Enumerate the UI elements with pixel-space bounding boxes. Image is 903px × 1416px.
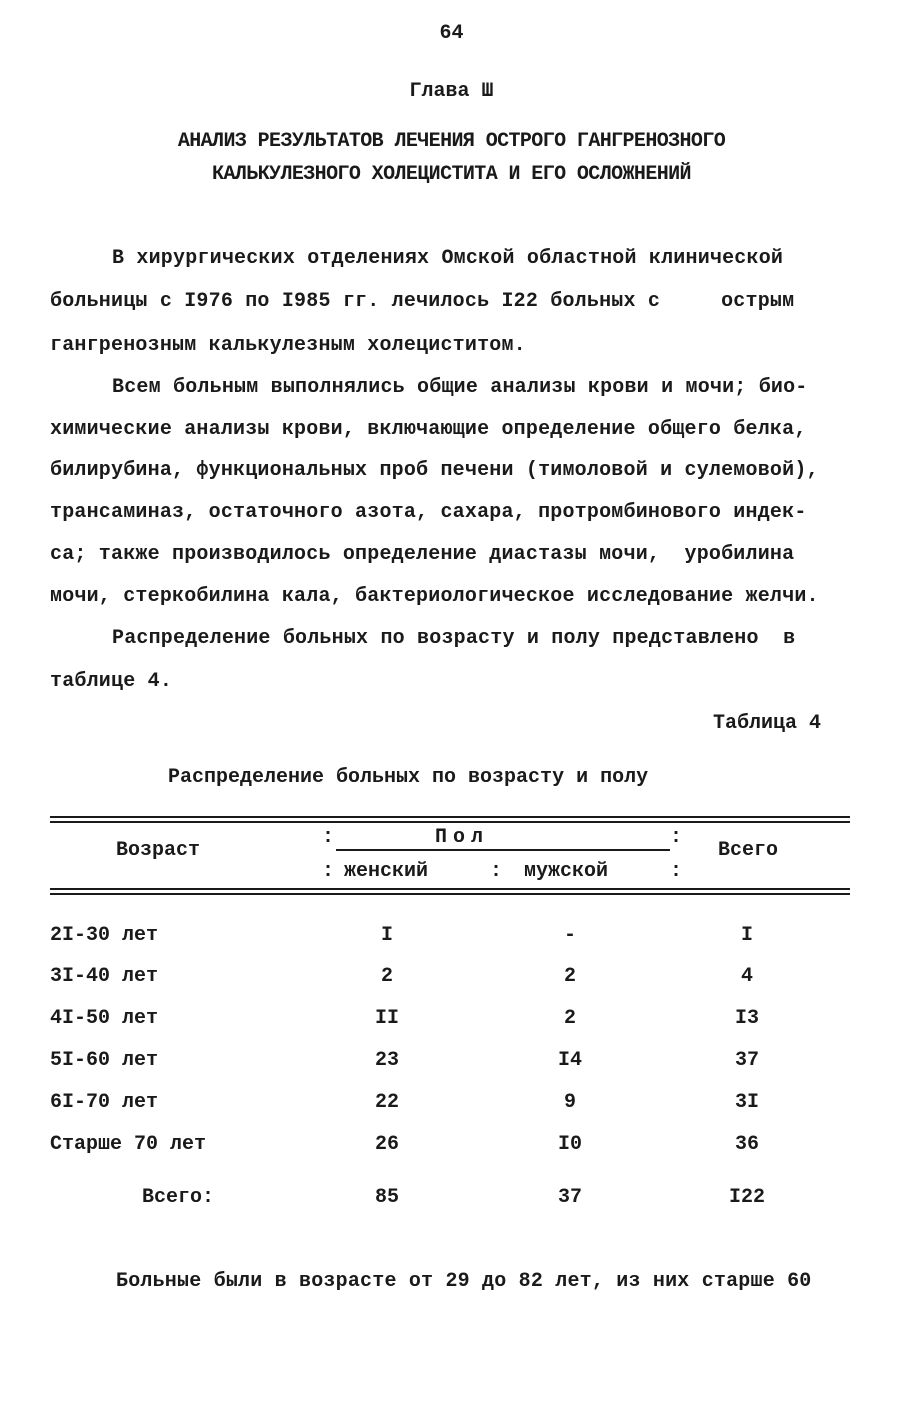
cell-female: 2 xyxy=(380,965,393,988)
cell-female: 85 xyxy=(374,1186,399,1209)
paragraph-4-line-1: Больные были в возрасте от 29 до 82 лет, из них старше 60 xyxy=(116,1270,812,1293)
cell-male: 2 xyxy=(563,1007,576,1030)
paragraph-2-line-3: билирубина, функциональных проб печени (тимоловой и сулемовой), xyxy=(50,459,819,482)
chapter-title-line-1: АНАЛИЗ РЕЗУЛЬТАТОВ ЛЕЧЕНИЯ ОСТРОГО ГАНГРЕНОЗНОГО xyxy=(177,130,726,153)
cell-total: I xyxy=(740,924,753,947)
header-age: Возраст xyxy=(116,839,201,862)
table-top-rule xyxy=(50,816,850,818)
cell-total: I3 xyxy=(734,1007,759,1030)
chapter-title-line-2: КАЛЬКУЛЕЗНОГО ХОЛЕЦИСТИТА И ЕГО ОСЛОЖНЕНИЙ xyxy=(212,163,691,186)
cell-male: 37 xyxy=(557,1186,582,1209)
header-separator: : xyxy=(670,860,683,883)
cell-female: 23 xyxy=(374,1049,399,1072)
header-separator: : xyxy=(490,860,503,883)
paragraph-2-line-6: мочи, стеркобилина кала, бактериологическое исследование желчи. xyxy=(50,585,819,608)
paragraph-3-line-1: Распределение больных по возрасту и полу представлено в xyxy=(112,627,796,650)
paragraph-1-line-2: больницы с I976 по I985 гг. лечилось I22 больных с острым xyxy=(50,290,795,313)
header-male: мужской xyxy=(524,860,609,883)
cell-female: 22 xyxy=(374,1091,399,1114)
paragraph-3-line-2: таблице 4. xyxy=(50,670,173,693)
cell-female: 26 xyxy=(374,1133,399,1156)
cell-age: 6I-70 лет xyxy=(50,1091,159,1114)
page-number: 64 xyxy=(439,22,464,45)
cell-total: 36 xyxy=(734,1133,759,1156)
table-header-rule xyxy=(50,888,850,890)
header-sex: Пол xyxy=(435,826,490,849)
paragraph-2-line-1: Всем больным выполнялись общие анализы крови и мочи; био- xyxy=(112,376,808,399)
cell-male: I0 xyxy=(557,1133,582,1156)
paragraph-1-line-3: гангренозным калькулезным холециститом. xyxy=(50,334,526,357)
header-total: Всего xyxy=(718,839,779,862)
paragraph-2-line-4: трансаминаз, остаточного азота, сахара, протромбинового индек- xyxy=(50,501,807,524)
cell-total: 3I xyxy=(734,1091,759,1114)
cell-age: Старше 70 лет xyxy=(50,1133,207,1156)
paragraph-1-line-1: В хирургических отделениях Омской областной клинической xyxy=(112,247,784,270)
table-top-rule-2 xyxy=(50,821,850,823)
cell-male: I4 xyxy=(557,1049,582,1072)
table-header-rule-2 xyxy=(50,893,850,895)
header-separator: : xyxy=(670,826,683,849)
cell-female: I xyxy=(380,924,393,947)
cell-age: 2I-30 лет xyxy=(50,924,159,947)
cell-total-label: Всего: xyxy=(142,1186,215,1209)
cell-female: II xyxy=(374,1007,399,1030)
header-female: женский xyxy=(344,860,429,883)
cell-age: 3I-40 лет xyxy=(50,965,159,988)
cell-male: 9 xyxy=(563,1091,576,1114)
header-separator: : xyxy=(322,826,335,849)
cell-age: 5I-60 лет xyxy=(50,1049,159,1072)
cell-age: 4I-50 лет xyxy=(50,1007,159,1030)
cell-male: - xyxy=(563,924,576,947)
paragraph-2-line-5: са; также производилось определение диастазы мочи, уробилина xyxy=(50,543,795,566)
table-label: Таблица 4 xyxy=(712,712,821,735)
table-caption: Распределение больных по возрасту и полу xyxy=(168,766,649,789)
cell-male: 2 xyxy=(563,965,576,988)
chapter-heading: Глава Ш xyxy=(409,80,494,103)
cell-total: I22 xyxy=(728,1186,765,1209)
cell-total: 4 xyxy=(740,965,753,988)
paragraph-2-line-2: химические анализы крови, включающие определение общего белка, xyxy=(50,418,807,441)
header-separator: : xyxy=(322,860,335,883)
header-sex-underline xyxy=(336,849,670,851)
cell-total: 37 xyxy=(734,1049,759,1072)
